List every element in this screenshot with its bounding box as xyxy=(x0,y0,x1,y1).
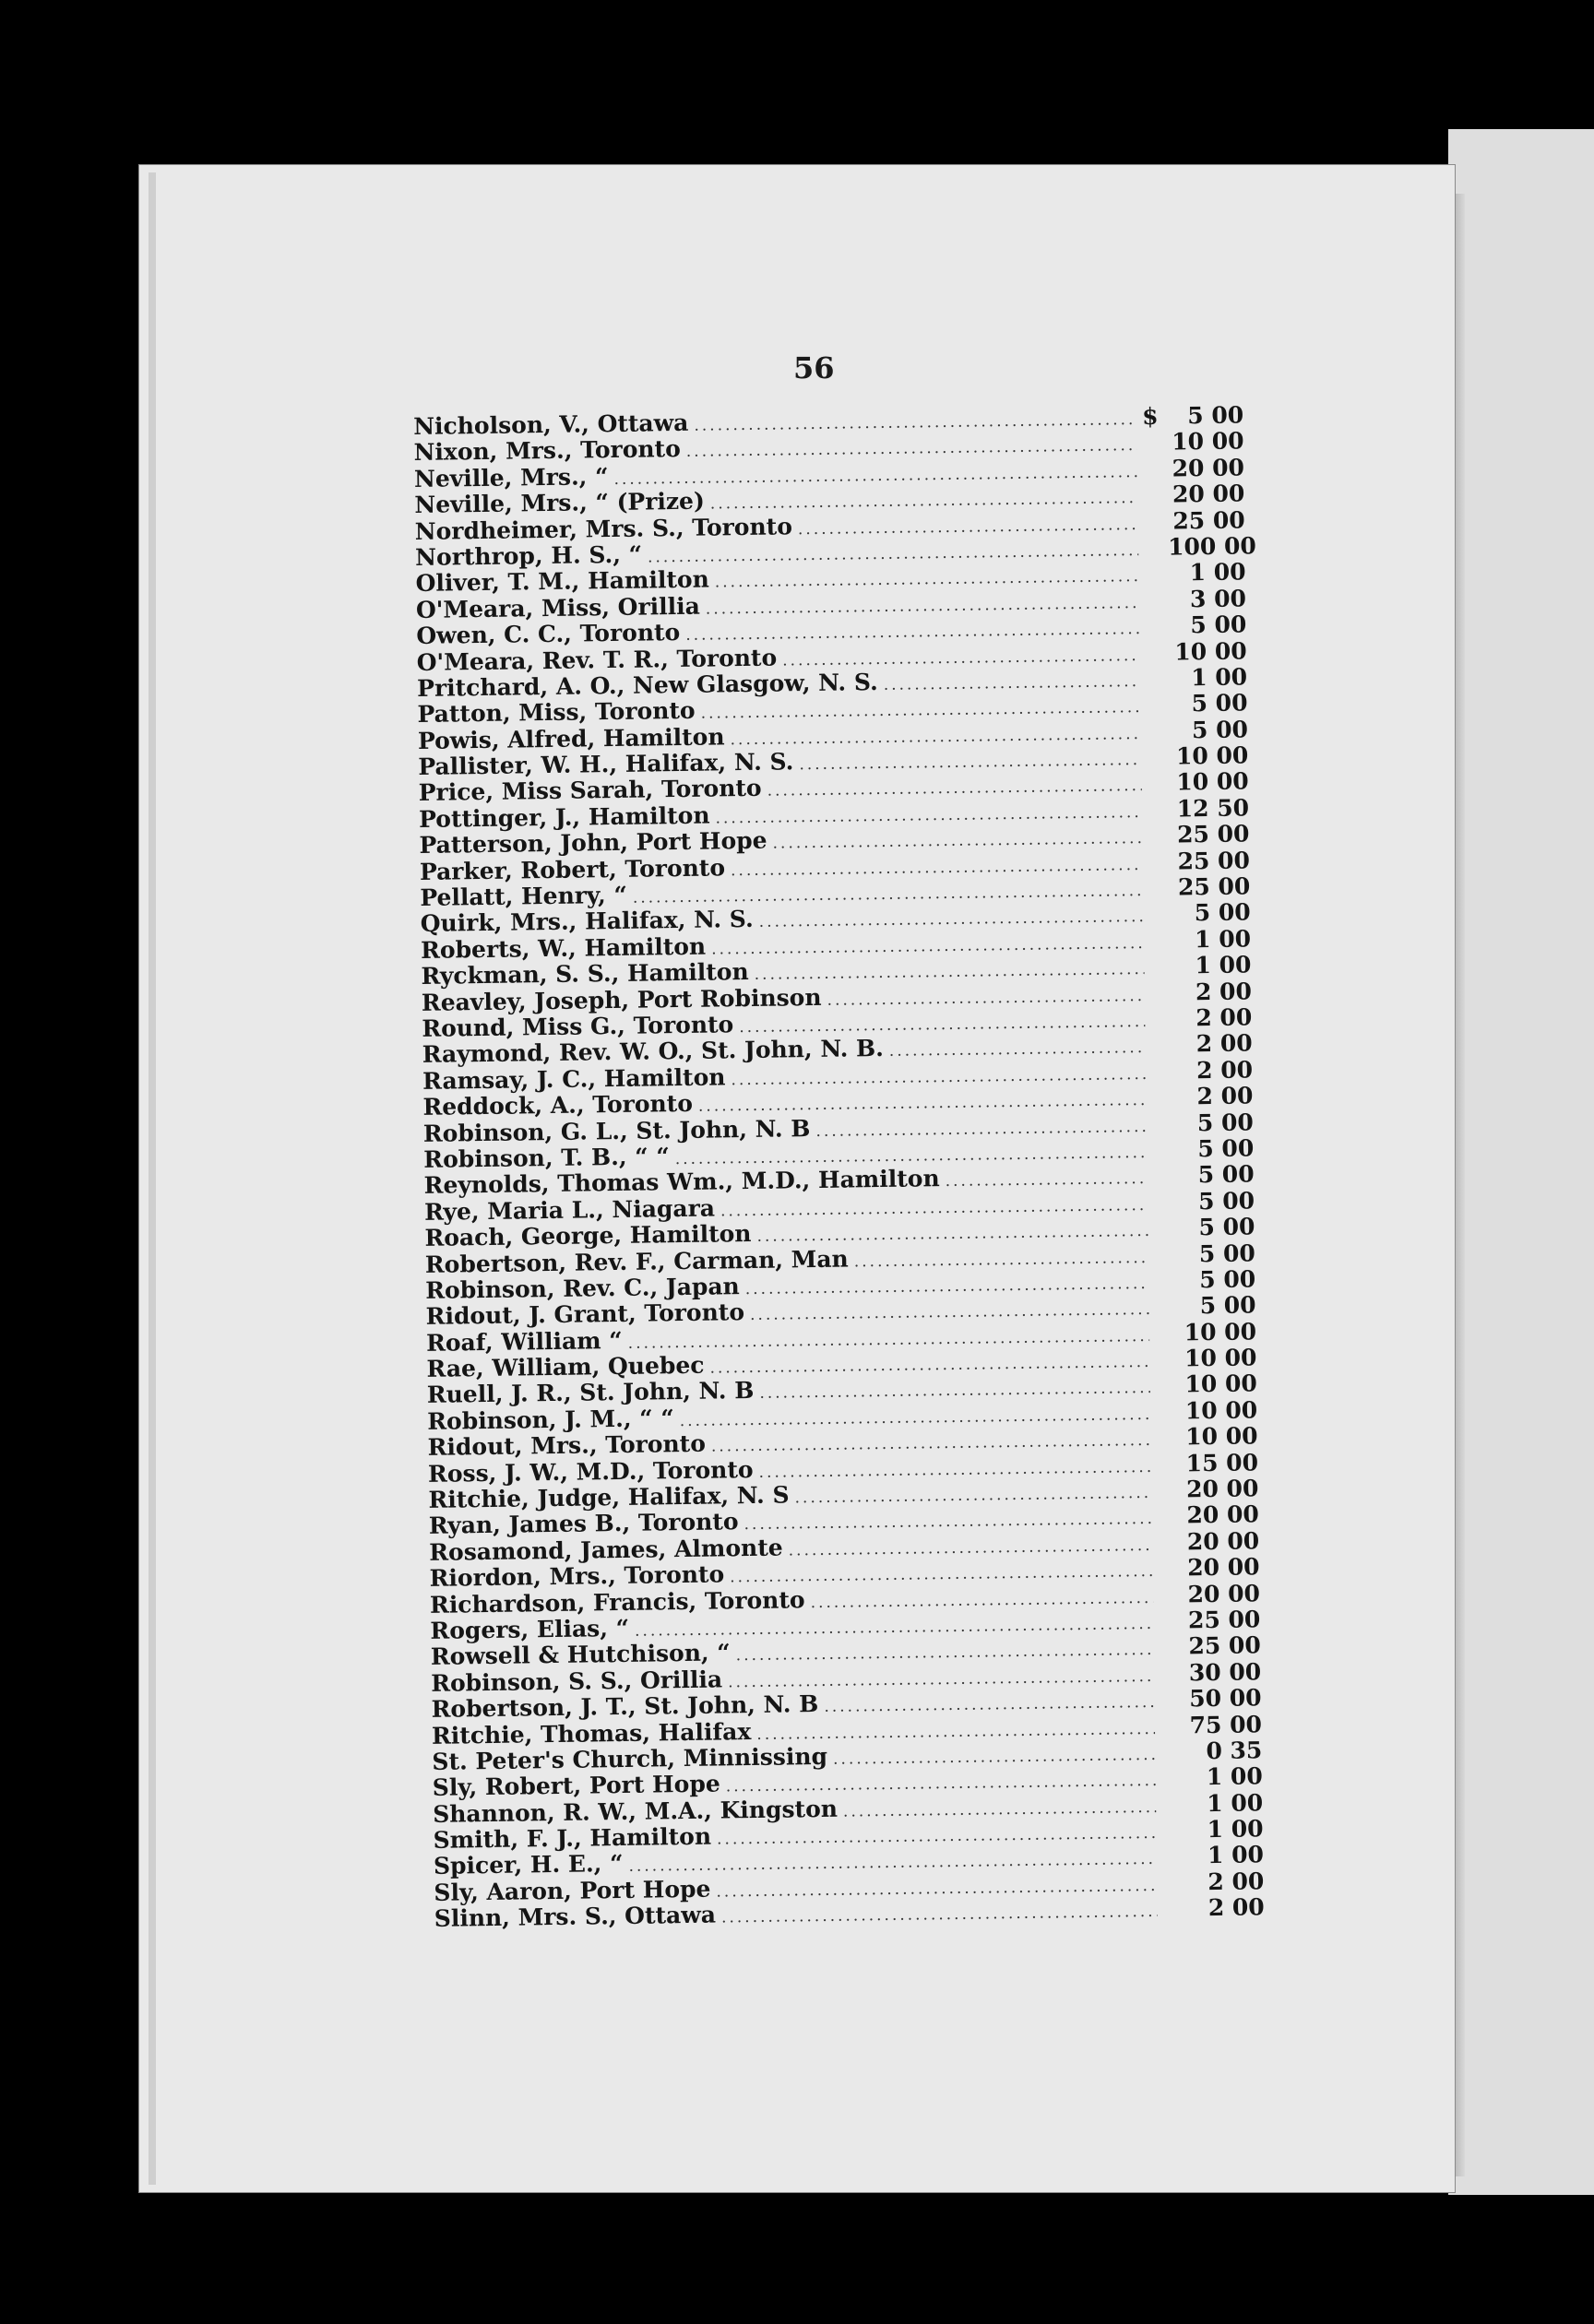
donation-amount: 20 00 xyxy=(1186,1527,1260,1556)
page-number: 56 xyxy=(793,350,835,385)
subscription-list xyxy=(413,401,1265,1931)
donation-amount: 5 00 xyxy=(1197,1134,1255,1163)
donation-amount: 10 00 xyxy=(1184,1396,1258,1425)
donation-amount: 5 00 xyxy=(1194,898,1251,927)
subscriber-name: Ruell, J. R., St. John, N. B xyxy=(426,1377,755,1409)
subscriber-name: Smith, F. J., Hamilton xyxy=(433,1822,712,1854)
subscriber-name: Roaf, William “ xyxy=(425,1326,623,1357)
donation-amount: 5 00 xyxy=(1196,1108,1255,1136)
subscriber-name: Pritchard, A. O., New Glasgow, N. S. xyxy=(416,668,878,702)
donation-amount: 25 00 xyxy=(1187,1606,1261,1634)
subscriber-name: Price, Miss Sarah, Toronto xyxy=(418,775,762,807)
donation-amount: 20 00 xyxy=(1186,1500,1259,1529)
donation-amount: 10 00 xyxy=(1172,427,1244,456)
donation-amount: 20 00 xyxy=(1187,1579,1261,1607)
page-inner-edge xyxy=(149,172,156,2185)
donation-amount: 2 00 xyxy=(1196,1056,1254,1084)
donation-amount: 10 00 xyxy=(1184,1370,1257,1398)
donation-amount: 2 00 xyxy=(1196,1029,1253,1058)
donation-amount: 1 00 xyxy=(1207,1815,1264,1844)
donation-amount: 5 00 xyxy=(1198,1213,1255,1241)
donation-amount: 20 00 xyxy=(1185,1475,1259,1503)
subscriber-name: Rae, William, Quebec xyxy=(426,1351,705,1382)
donation-amount: 10 00 xyxy=(1174,636,1247,666)
subscriber-name: Nordheimer, Mrs. S., Toronto xyxy=(414,512,793,545)
subscriber-name: Robinson, G. L., St. John, N. B xyxy=(422,1114,811,1147)
donation-amount: 1 00 xyxy=(1207,1841,1265,1869)
donation-amount: 75 00 xyxy=(1189,1710,1263,1738)
subscriber-name: Slinn, Mrs. S., Ottawa xyxy=(434,1901,717,1933)
subscriber-name: Nicholson, V., Ottawa xyxy=(413,409,689,440)
subscriber-name: Ridout, J. Grant, Toronto xyxy=(425,1298,745,1331)
donation-amount: 25 00 xyxy=(1172,505,1245,535)
donation-amount: 20 00 xyxy=(1172,454,1245,482)
donation-amount: 5 00 xyxy=(1199,1291,1256,1320)
subscriber-name: Northrop, H. S., “ xyxy=(414,540,643,571)
donation-amount: 2 00 xyxy=(1207,1868,1265,1896)
subscriber-name: Ritchie, Judge, Halifax, N. S xyxy=(428,1481,790,1513)
subscriber-name: Robertson, Rev. F., Carman, Man xyxy=(424,1245,849,1278)
donation-amount: 2 00 xyxy=(1196,1003,1253,1032)
donation-amount: 2 00 xyxy=(1196,1082,1254,1110)
subscriber-name: Quirk, Mrs., Halifax, N. S. xyxy=(420,906,754,938)
subscriber-name: Reavley, Joseph, Port Robinson xyxy=(421,983,822,1016)
subscriber-name: Spicer, H. E., “ xyxy=(433,1850,624,1880)
donation-amount: 2 00 xyxy=(1195,977,1253,1005)
subscriber-name: Rosamond, James, Almonte xyxy=(429,1534,783,1566)
donation-amount: 25 00 xyxy=(1188,1631,1261,1660)
subscriber-name: Pottinger, J., Hamilton xyxy=(418,801,710,833)
donation-amount: 25 00 xyxy=(1177,872,1251,901)
donation-amount: 12 50 xyxy=(1176,794,1250,823)
subscriber-name: O'Meara, Miss, Orillia xyxy=(415,592,701,623)
subscriber-name: St. Peter's Church, Minnissing xyxy=(432,1742,828,1775)
donation-amount: 5 00 xyxy=(1187,401,1244,430)
donation-amount: 5 00 xyxy=(1191,689,1248,717)
donation-amount: 10 00 xyxy=(1176,767,1249,796)
subscriber-name: Robertson, J. T., St. John, N. B xyxy=(431,1690,819,1724)
donation-amount: 5 00 xyxy=(1198,1239,1256,1267)
subscriber-name: Pallister, W. H., Halifax, N. S. xyxy=(418,748,794,781)
subscriber-name: Nixon, Mrs., Toronto xyxy=(413,435,681,467)
subscriber-name: Patterson, John, Port Hope xyxy=(419,826,767,860)
donation-amount: 5 00 xyxy=(1191,716,1249,743)
subscriber-name: Richardson, Francis, Toronto xyxy=(429,1585,805,1618)
subscriber-name: Owen, C. C., Toronto xyxy=(416,619,681,650)
subscriber-name: Ramsay, J. C., Hamilton xyxy=(422,1063,726,1095)
donation-amount: 10 00 xyxy=(1185,1422,1258,1451)
donation-amount: 5 00 xyxy=(1197,1160,1255,1189)
dot-leader xyxy=(884,672,1141,694)
facing-page xyxy=(1448,129,1594,2195)
subscriber-name: Ridout, Mrs., Toronto xyxy=(427,1429,707,1462)
subscriber-name: Ritchie, Thomas, Halifax xyxy=(431,1717,752,1749)
subscriber-name: Powis, Alfred, Hamilton xyxy=(417,723,725,754)
subscriber-name: Rye, Maria L., Niagara xyxy=(423,1194,716,1226)
subscriber-name: Parker, Robert, Toronto xyxy=(419,853,726,885)
subscriber-name: Sly, Robert, Port Hope xyxy=(432,1770,720,1802)
donation-amount: 2 00 xyxy=(1207,1893,1265,1922)
subscriber-name: Raymond, Rev. W. O., St. John, N. B. xyxy=(422,1035,885,1069)
subscriber-name: Robinson, Rev. C., Japan xyxy=(425,1273,740,1304)
donation-amount: 1 00 xyxy=(1190,663,1248,692)
donation-amount: 1 00 xyxy=(1195,951,1252,979)
subscriber-name: Rowsell & Hutchison, “ xyxy=(430,1639,731,1671)
donation-amount: 50 00 xyxy=(1189,1684,1262,1713)
donation-amount: 10 00 xyxy=(1175,741,1249,770)
subscriber-name: Oliver, T. M., Hamilton xyxy=(415,565,709,598)
donation-amount: 1 00 xyxy=(1194,925,1252,954)
subscriber-name: Roach, George, Hamilton xyxy=(424,1220,752,1252)
subscriber-name: Patton, Miss, Toronto xyxy=(417,697,696,729)
donation-amount: 5 00 xyxy=(1190,611,1247,639)
donation-amount: 20 00 xyxy=(1187,1553,1260,1582)
donation-amount: 1 00 xyxy=(1207,1788,1264,1817)
subscriber-name: Robinson, T. B., “ “ xyxy=(423,1143,670,1173)
subscriber-name: Round, Miss G., Toronto xyxy=(422,1011,734,1042)
subscriber-name: Rogers, Elias, “ xyxy=(430,1614,630,1644)
subscriber-name: Neville, Mrs., “ xyxy=(413,462,609,492)
subscriber-name: Robinson, S. S., Orillia xyxy=(431,1666,723,1697)
subscriber-name: Ryckman, S. S., Hamilton xyxy=(421,958,749,990)
subscriber-name: Roberts, W., Hamilton xyxy=(420,932,707,964)
dot-leader xyxy=(889,1038,1146,1061)
donation-amount: 5 00 xyxy=(1199,1265,1256,1294)
subscriber-name: Reynolds, Thomas Wm., M.D., Hamilton xyxy=(423,1165,940,1200)
dot-leader xyxy=(946,1169,1148,1191)
donation-amount: 5 00 xyxy=(1197,1187,1255,1215)
donation-amount: 25 00 xyxy=(1177,847,1251,875)
subscriber-name: Shannon, R. W., M.A., Kingston xyxy=(433,1795,839,1828)
currency-symbol: $ xyxy=(1141,402,1159,430)
subscriber-name: Reddock, A., Toronto xyxy=(422,1090,694,1121)
donation-amount: 1 00 xyxy=(1206,1762,1263,1791)
donation-amount: 20 00 xyxy=(1172,480,1245,508)
donation-amount: 25 00 xyxy=(1176,820,1250,848)
donation-amount: 1 00 xyxy=(1189,558,1246,587)
donation-amount: 10 00 xyxy=(1184,1318,1257,1346)
donation-amount: 100 00 xyxy=(1167,532,1256,561)
donation-amount: 10 00 xyxy=(1184,1344,1257,1372)
subscriber-name: Ross, J. W., M.D., Toronto xyxy=(427,1455,754,1488)
donation-amount: 0 35 xyxy=(1206,1737,1263,1765)
donation-amount: 15 00 xyxy=(1185,1448,1259,1477)
donation-amount: 3 00 xyxy=(1189,585,1247,612)
subscriber-name: Pellatt, Henry, “ xyxy=(420,881,628,911)
subscriber-name: Ryan, James B., Toronto xyxy=(428,1508,739,1540)
subscriber-name: Sly, Aaron, Port Hope xyxy=(434,1875,711,1906)
donation-amount: 30 00 xyxy=(1188,1658,1262,1687)
subscriber-name: Robinson, J. M., “ “ xyxy=(427,1405,674,1435)
subscriber-name: Neville, Mrs., “ (Prize) xyxy=(414,487,706,519)
subscriber-name: O'Meara, Rev. T. R., Toronto xyxy=(416,644,778,676)
subscriber-name: Riordon, Mrs., Toronto xyxy=(429,1560,725,1593)
